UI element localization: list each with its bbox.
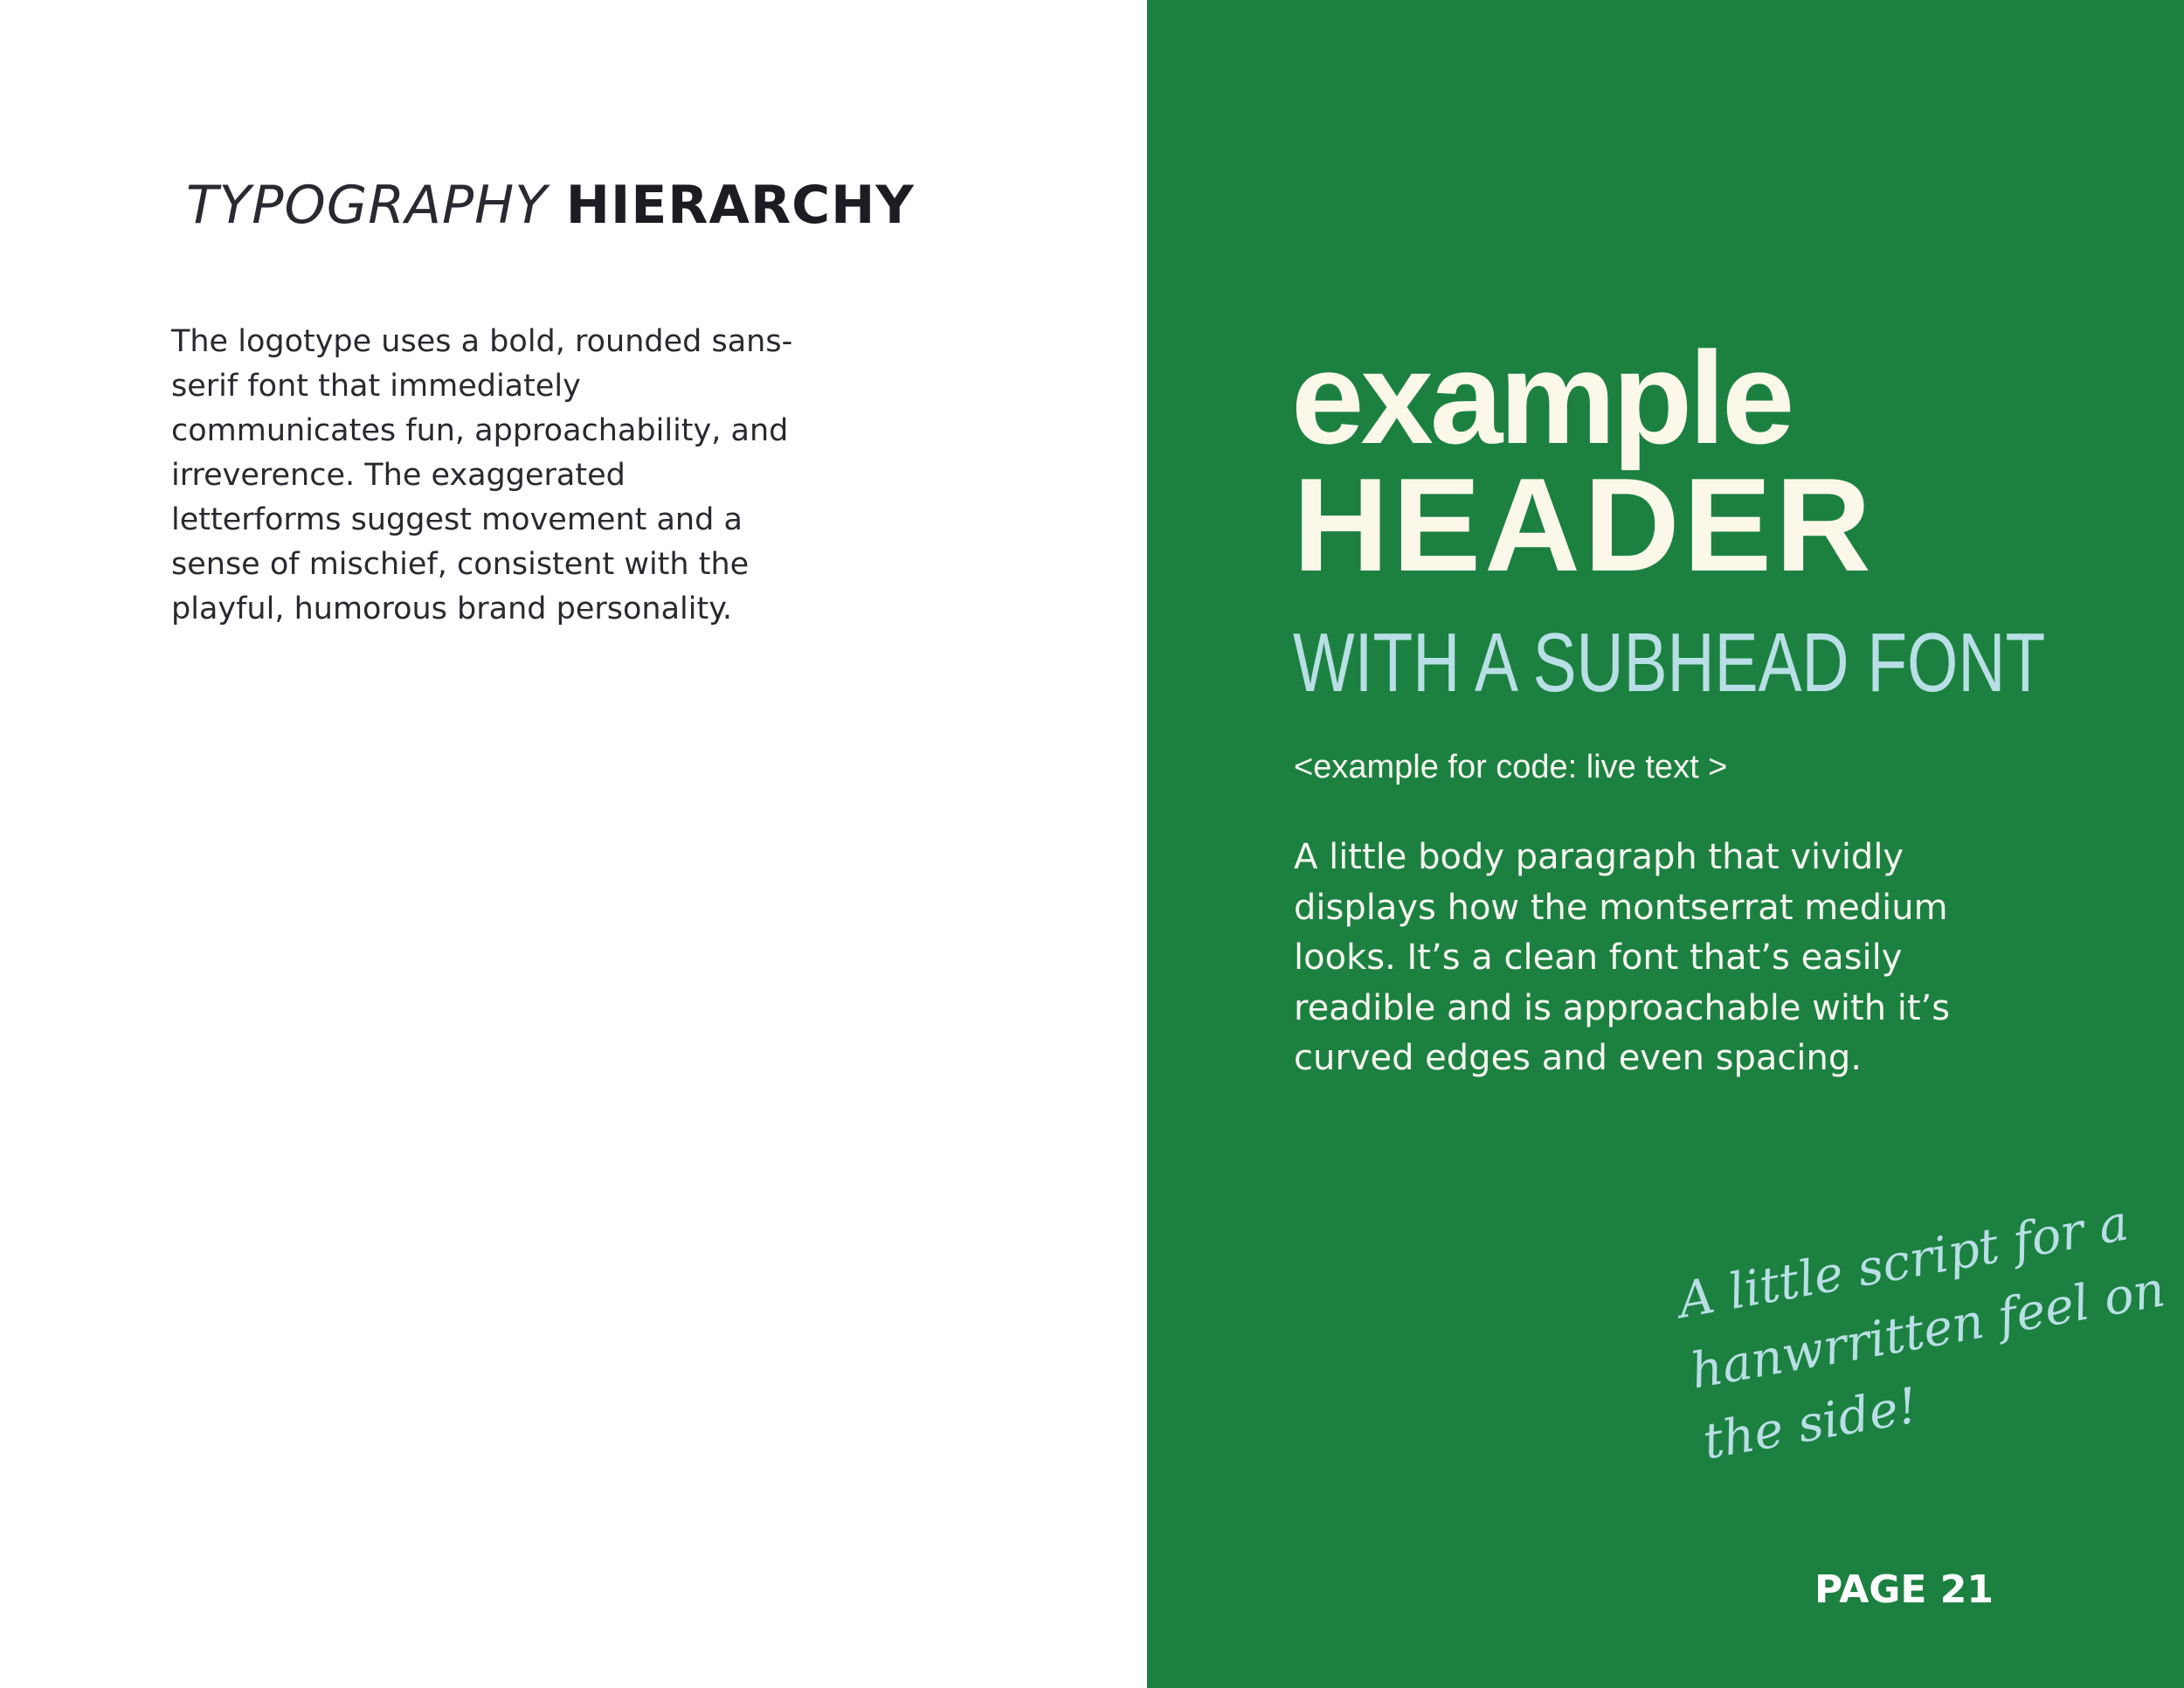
subhead-sample: WITH A SUBHEAD FONT (1293, 616, 2046, 709)
example-header-line2: HEADER (1293, 451, 1875, 599)
body-paragraph-sample: A little body paragraph that vividly displays how the montserrat medium looks. It’s a clean font that’s easily readible and is approachable with it’s curved edges and even spacing. (1294, 837, 1951, 1078)
code-sample-line: <example for code: live text > (1294, 749, 1728, 785)
example-header-line1: example (1291, 324, 1792, 471)
page-title (186, 170, 915, 240)
script-sample: A little script for a hanwrritten feel on the side! (1674, 1194, 2169, 1471)
title-bold-word: HIERARCHY (565, 175, 915, 236)
intro-paragraph: The logotype uses a bold, rounded sans-serif font that immediately communicates fun, approachability, and irreverence. The exaggerated letterforms suggest movement and a sense of mischief, consistent with the playful, humorous brand personality. (171, 324, 793, 626)
title-light-word: TYPOGRAPHY (186, 175, 548, 236)
page-number: PAGE 21 (1814, 1567, 1994, 1612)
